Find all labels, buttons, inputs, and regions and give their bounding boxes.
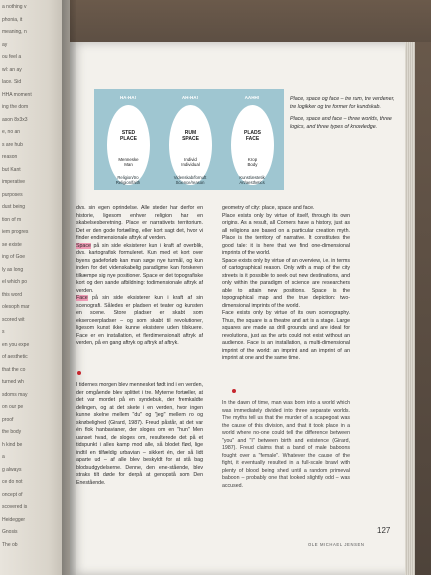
oval-heading: AH-HA!: [181, 95, 199, 100]
oval-subtitle: Menneske: [118, 157, 139, 162]
paragraph: Face exists only by virtue of its own scenography. Thus, the square is a theatre and art is a stage. Large squares are made as drill grounds and are ideal for revolutions, just as the arts could not exist without an audience. Face is an installation, a multi-dimensional imprint of the world: an imprint and an imprint of an imprint at one and the same time.: [222, 310, 350, 361]
left-page: [0, 0, 70, 575]
left-page-line: of aesthetic: [2, 354, 28, 360]
left-page-line: reason: [2, 154, 18, 160]
column-danish-1: [76, 205, 203, 348]
oval-place: [107, 105, 150, 185]
left-page-line: meaning, n: [2, 29, 27, 35]
left-page-line: the body: [2, 429, 22, 435]
oval-subtitle: Man: [124, 162, 133, 167]
left-page-line: ing of Goe: [2, 254, 26, 260]
left-page-line: ce do not: [2, 479, 23, 485]
left-page-line: h kind be: [2, 441, 23, 448]
left-page-line: this word: [2, 291, 23, 298]
oval-footer: Kunst/æstetik Art/aesthetics: [239, 175, 265, 185]
left-page-line: imperative: [2, 179, 26, 185]
oval-face: [231, 105, 274, 185]
left-page-line: dust being: [2, 204, 26, 210]
figure-caption: [290, 96, 400, 136]
diagram-place-space-face: [94, 89, 284, 190]
left-page-line: scored wit: [2, 316, 25, 323]
highlighted-word: Space: [76, 242, 91, 249]
caption-english: Place, space and face – three worlds, three logics, and three types of knowledge.: [290, 116, 392, 130]
left-page-line: Heidegger: [2, 516, 26, 523]
caption-danish: Place, space og face – tre rum, tre verdener, tre logikker og tre former for kundskab.: [290, 96, 395, 110]
oval-heading: HA-HA!: [119, 95, 137, 100]
left-page-line: The ob: [2, 541, 18, 548]
left-page-line: ing the dom: [2, 104, 29, 110]
left-page-line: proof: [2, 416, 14, 423]
left-page-line: s: [2, 329, 5, 335]
oval-subtitle: Individ: [184, 157, 197, 162]
oval-subtitle: Body: [247, 162, 258, 167]
left-page-line: lace. Sid: [2, 79, 22, 85]
oval-footer: Religion/tro Religion/faith: [115, 175, 141, 185]
paragraph: In the dawn of time, man was born into a world which was immediately divided into three separate worlds. The myths tell us that the murder of a scapegoat was the cause of this division, and that it took place in a world where no-one could tell the difference between "you" and "I" between birth and existence (Girard, 1987). Freud claims that a band of male baboons fought over a "female". Whatever the cause of the fight, it eventually resulted in a full-scale brawl with plenty of blood being shed until a random primeval baboon – probably one that looked slightly odd – was accused.: [222, 400, 350, 489]
left-page-line: purposes: [2, 191, 23, 198]
left-page-line: sdoms may: [2, 391, 28, 398]
oval-title: FACE: [245, 136, 260, 142]
oval-title: PLADS: [244, 130, 261, 136]
red-bullet-dot: [232, 389, 236, 393]
page-edges: [405, 42, 415, 575]
oval-footer: Videnskab/fornuft Science/reason: [173, 175, 207, 185]
column-english-2: [222, 400, 350, 490]
running-footer-author: OLE MICHAEL JENSEN: [308, 542, 365, 547]
paragraph: Place exists only by virtue of itself, through its own origins. As a result, all Corners have a history, just as all religions are based on a particular creation myth. Place is the territory of narrative. It constitutes the good tale: it is here that we find one-dimensional imprints of the world.: [222, 212, 350, 256]
column-danish-2: [76, 382, 203, 487]
left-page-line: se existe: [2, 241, 22, 248]
left-page-line: en you expe: [2, 341, 30, 348]
oval-title: RUM: [184, 130, 197, 136]
left-page-line: scovered is: [2, 504, 28, 510]
paragraph: geometry of city: place, space and face.: [222, 205, 315, 211]
red-bullet-dot: [77, 371, 81, 375]
left-page-line: g always: [2, 466, 22, 473]
left-page-line: ou feel a: [2, 54, 22, 60]
left-page-line: olesoph mar: [2, 304, 30, 310]
left-page-line: ly as long: [2, 266, 24, 273]
paragraph: dvs. sin egen oprindelse. Alle steder har derfor en historie, ligesom enhver religion har en skabelsesberetning. Place er narrativets territorium. Det er den gode fortælling, eller kort sagt det, hvor vi finder endimensionale aftryk af verden.: [76, 205, 203, 241]
page-number: 127: [377, 526, 391, 535]
left-page-line: ay: [2, 41, 8, 48]
book-gutter: [62, 0, 76, 575]
oval-space: [169, 105, 212, 185]
left-page-line: HHA moment: [2, 91, 32, 98]
left-page-line: s are hub: [2, 141, 23, 148]
left-page-line: ason 8x3x3: [2, 116, 28, 123]
left-page-line: a nothing v: [2, 4, 27, 10]
left-page-line: but Kant: [2, 166, 21, 173]
oval-title: PLACE: [120, 136, 137, 142]
left-page-line: el which po: [2, 279, 28, 285]
paragraph: Face på sin side eksisterer kun i kraft af sin scenografi. Således er pladsen et teater og kunsten en scene. Store pladser er skabt som ekserceerpladser – og som skabt til revolutioner, ligesom kunst ikke kunne eksistere uden tilskuere. Face er en installation, et flerdimensionalt aftryk af verden, på en gang aftryk og aftryk af aftryk.: [76, 295, 203, 346]
paragraph: Space exists only by virtue of an overview, i.e. in terms of cartographical reason. Only with a map of the city streets is it possible to seek out new destinations, and only within the paradigm of science are researchers able to attain new positions. Space is the topographical map and the true depiction: two-dimensional imprints of the world.: [222, 257, 350, 309]
left-page-line: e, no an: [2, 129, 21, 135]
paragraph: Space på sin side eksisterer kun i kraft af overblik, dvs. kartografisk formuleret. Kun med et kort over byens gadeforløb kan man søge nye turmål, og kun inden for det videnskabelig paradigme kan forskeren tilkæmpe sig nye positioner. Space er det topografiske kort og den sande afbildning: todimensionale aftryk af verden.: [76, 242, 203, 294]
left-page-line: on our pe: [2, 404, 24, 410]
highlighted-word: Face: [76, 295, 88, 301]
table-edge: [70, 0, 431, 42]
left-page-line: Gnosis: [2, 529, 18, 535]
left-page-line: wl: an ay: [2, 66, 22, 73]
left-page-line: a: [2, 454, 5, 460]
oval-subtitle: Individual: [181, 162, 200, 167]
oval-title: STED: [121, 130, 136, 136]
oval-heading: AAHH!: [244, 95, 260, 100]
left-page-line: tion of m: [2, 216, 22, 223]
left-page-line: iem progres: [2, 229, 29, 235]
left-page-line: turned wh: [2, 379, 24, 385]
left-page-line: that the co: [2, 366, 26, 373]
oval-title: SPACE: [182, 136, 199, 142]
column-english-1: [222, 205, 350, 363]
oval-subtitle: Krop: [247, 157, 258, 162]
left-page-line: phonia, it: [2, 16, 23, 23]
paragraph: I tidernes morgen blev mennesket født ind i en verden, der omgående blev splittet i tre. Myterne fortæller, at det var mordet på en syndebuk, der fremkaldte delingen, og at det skete i en verden, hvor ingen kunne skelne mellem "du" og "jeg" mellem ro og skrøbelighed (Girard, 1987). Freud påstår, at det var én flok hanbavianer, der sloges om en "hun" Men uanset hvad, de sloges om, resulterede det på et tidspunkt i alles kamp mod alle, så blodet flød, lige indtil en tilfældig urbavian – sikkert én, der så lidt aparte ud – af alle blev beskyldt for at stå bag blodsudgydelserne. Denne, den ene-stående, blev straks tilt døde for derpå at genopstå som Den Enestående.: [76, 382, 203, 486]
left-page-line: oncept of: [2, 491, 23, 498]
